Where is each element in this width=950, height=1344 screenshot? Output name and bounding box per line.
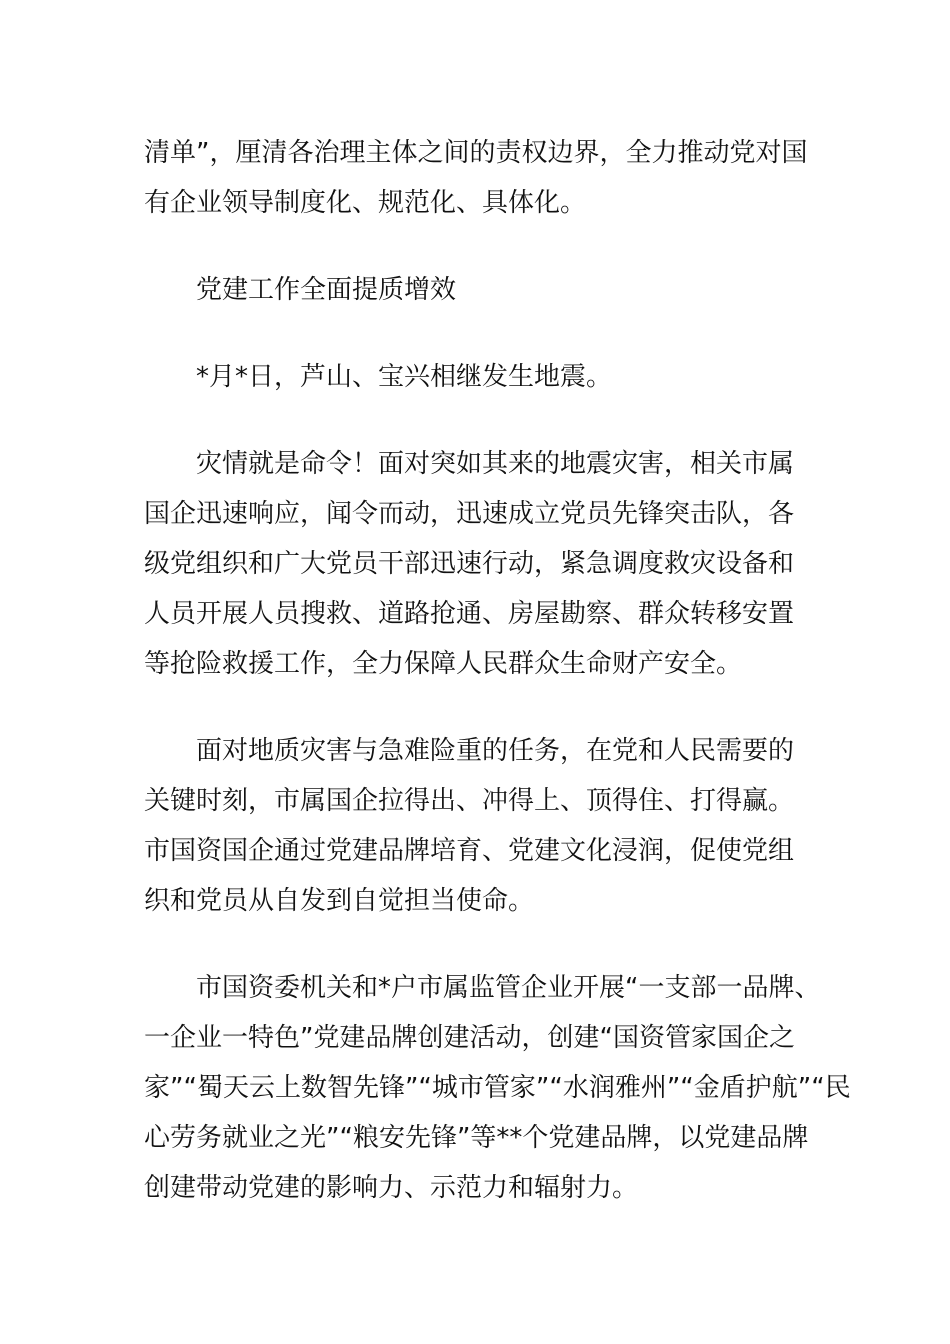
text-line: 家”“蜀天云上数智先锋”“城市管家”“水润雅州”“金盾护航”“民: [144, 1073, 851, 1103]
text-line: 清单”，厘清各治理主体之间的责权边界，全力推动党对国: [144, 138, 808, 168]
text-line: 创建带动党建的影响力、示范力和辐射力。: [144, 1173, 639, 1203]
text-line: 有企业领导制度化、规范化、具体化。: [144, 188, 587, 218]
document-body: [144, 128, 851, 1213]
text-line: 灾情就是命令！面对突如其来的地震灾害，相关市属: [196, 449, 795, 479]
text-line: 关键时刻，市属国企拉得出、冲得上、顶得住、打得赢。: [144, 786, 795, 816]
text-line: 市国资委机关和*户市属监管企业开展“一支部一品牌、: [196, 973, 821, 1003]
text-line: 市国资国企通过党建品牌培育、党建文化浸润，促使党组: [144, 836, 795, 866]
paragraph-key-moments: [144, 726, 800, 926]
text-line: 级党组织和广大党员干部迅速行动，紧急调度救灾设备和: [144, 549, 795, 579]
text-line: 国企迅速响应，闻令而动，迅速成立党员先锋突击队，各: [144, 499, 795, 529]
text-line: 心劳务就业之光”“粮安先锋”等**个党建品牌，以党建品牌: [144, 1123, 809, 1153]
text-line: 面对地质灾害与急难险重的任务，在党和人民需要的: [196, 736, 795, 766]
section-heading: [144, 265, 800, 315]
text-line: 一企业一特色”党建品牌创建活动，创建“国资管家国企之: [144, 1023, 795, 1053]
heading-text: 党建工作全面提质增效: [196, 275, 457, 305]
paragraph-disaster-response: [144, 439, 800, 689]
paragraph-date: [144, 352, 800, 402]
text-line: 织和党员从自发到自觉担当使命。: [144, 886, 535, 916]
text-line: *月*日，芦山、宝兴相继发生地震。: [196, 362, 613, 392]
paragraph-continuation: [144, 128, 808, 228]
text-line: 等抢险救援工作，全力保障人民群众生命财产安全。: [144, 649, 743, 679]
paragraph-party-brands: [144, 963, 851, 1213]
text-line: 人员开展人员搜救、道路抢通、房屋勘察、群众转移安置: [144, 599, 795, 629]
